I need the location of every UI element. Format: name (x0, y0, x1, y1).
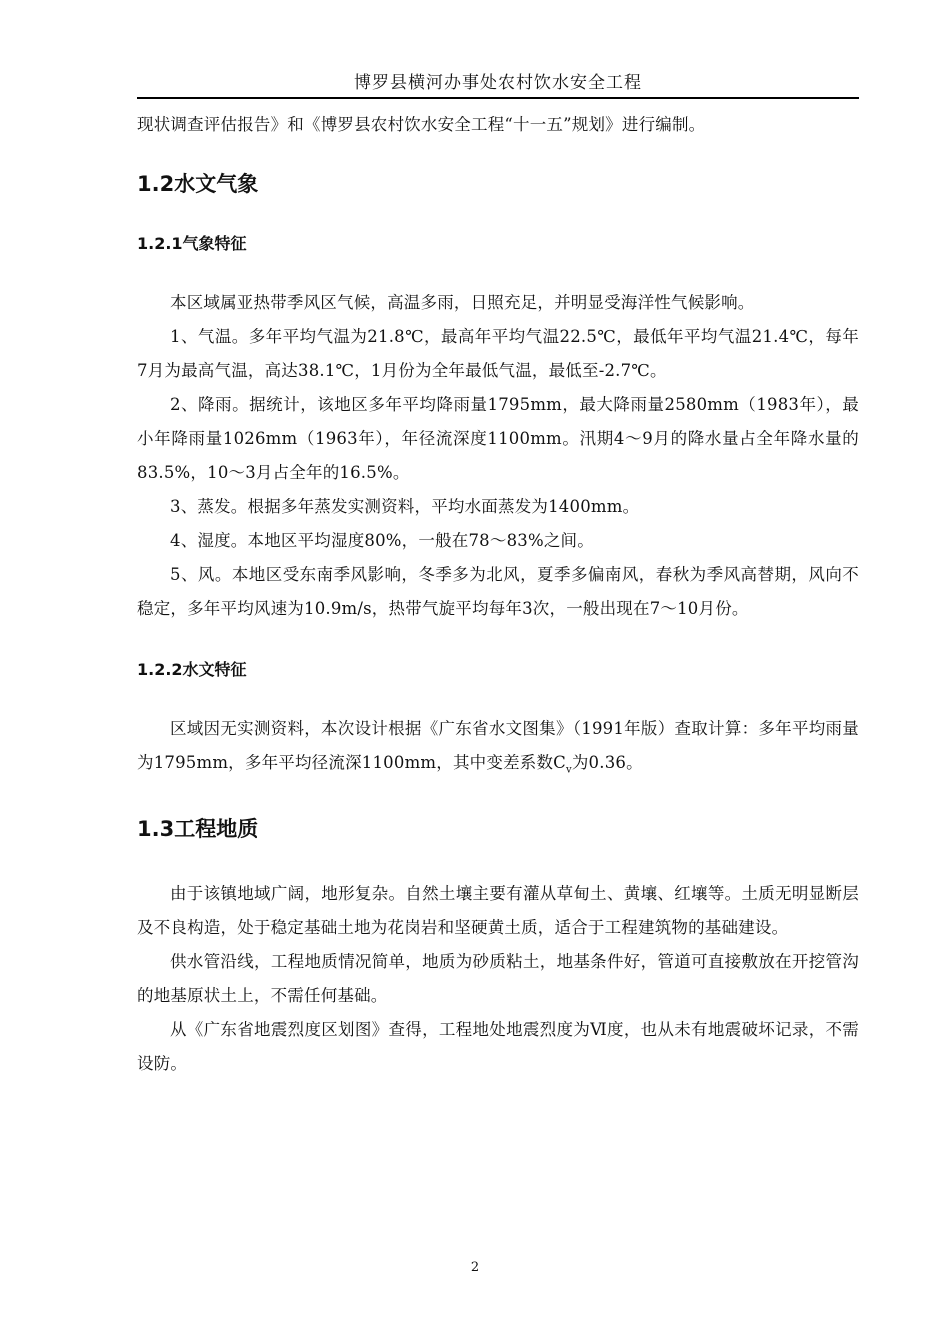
section-1-2-heading: 1.2水文气象 (137, 172, 259, 196)
geology-paragraph-2: 供水管沿线，工程地质情况简单，地质为砂质粘土，地基条件好，管道可直接敷放在开挖管沟的地基原状土上，不需任何基础。 (137, 952, 859, 1006)
page-header: 博罗县横河办事处农村饮水安全工程 (137, 68, 859, 99)
hydrology-paragraph (137, 712, 859, 787)
geology-paragraph-3: 从《广东省地震烈度区划图》查得，工程地处地震烈度为Ⅵ度，也从未有地震破坏记录，不需设防。 (137, 1020, 859, 1074)
humidity-paragraph: 4、湿度。本地区平均湿度80%，一般在78～83%之间。 (170, 531, 594, 550)
section-1-2-2-heading: 1.2.2水文特征 (137, 660, 247, 679)
hydrology-text-b: 为0.36。 (571, 753, 643, 772)
page-number: 2 (470, 1260, 480, 1275)
hydrology-text-a: 区域因无实测资料，本次设计根据《广东省水文图集》（1991年版）查取计算：多年平均雨量为1795mm，多年平均径流深1100mm，其中变差系数C (137, 719, 859, 772)
section-1-3-heading: 1.3工程地质 (137, 817, 259, 842)
page-body (137, 108, 859, 1081)
rainfall-paragraph: 2、降雨。据统计，该地区多年平均降雨量1795mm，最大降雨量2580mm（1983年），最小年降雨量1026mm（1963年），年径流深度1100mm。汛期4～9月的降水量占全年降水量的83.5%，10～3月占全年的16.5%。 (137, 395, 859, 482)
intro-line: 现状调查评估报告》和《博罗县农村饮水安全工程“十一五”规划》进行编制。 (137, 115, 706, 134)
evaporation-paragraph: 3、蒸发。根据多年蒸发实测资料，平均水面蒸发为1400mm。 (170, 497, 640, 516)
climate-paragraph: 本区域属亚热带季风区气候，高温多雨，日照充足，并明显受海洋性气候影响。 (170, 293, 755, 312)
geology-paragraph-1: 由于该镇地域广阔，地形复杂。自然土壤主要有灌从草甸土、黄壤、红壤等。土质无明显断层及不良构造，处于稳定基础土地为花岗岩和坚硬黄土质，适合于工程建筑物的基础建设。 (137, 884, 859, 938)
wind-paragraph: 5、风。本地区受东南季风影响，冬季多为北风，夏季多偏南风，春秋为季风高替期，风向不稳定，多年平均风速为10.9m/s，热带气旋平均每年3次，一般出现在7～10月份。 (137, 565, 859, 618)
cv-subscript: v (566, 764, 572, 776)
section-1-2-1-heading: 1.2.1气象特征 (137, 234, 247, 253)
temperature-paragraph: 1、气温。多年平均气温为21.8℃，最高年平均气温22.5℃，最低年平均气温21.4℃，每年7月为最高气温，高达38.1℃，1月份为全年最低气温，最低至-2.7℃。 (137, 327, 859, 380)
